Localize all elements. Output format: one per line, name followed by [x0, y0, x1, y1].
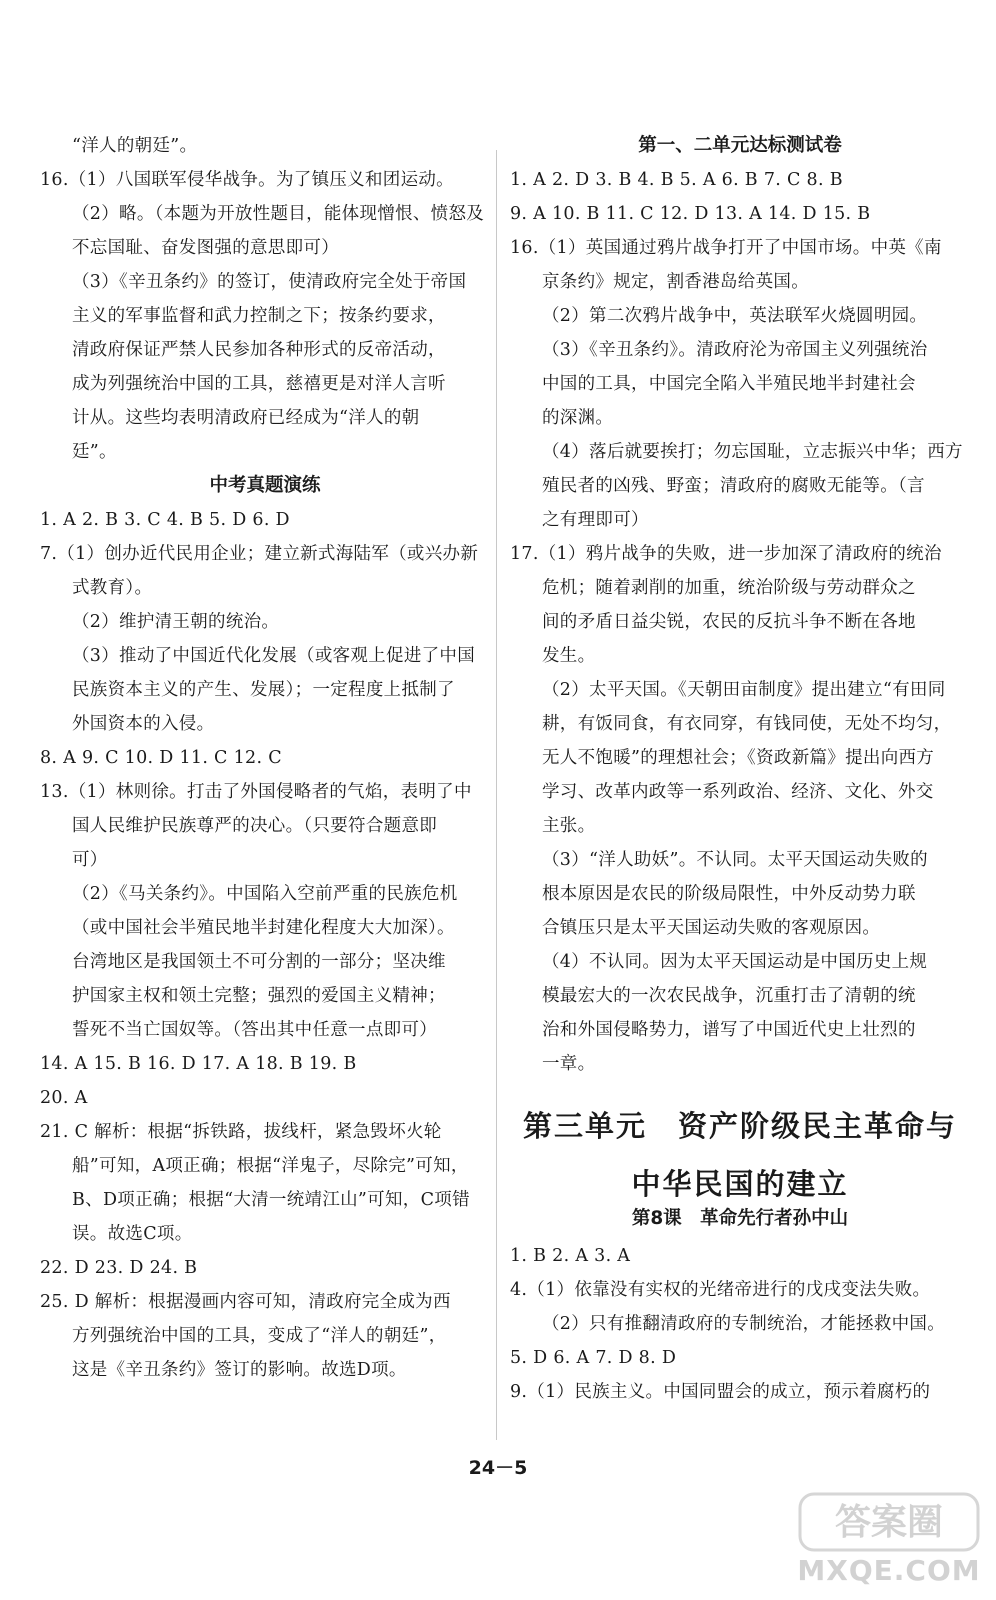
answer-line: 1. B 2. A 3. A: [510, 1246, 631, 1266]
watermark-logo: [794, 1488, 984, 1592]
answer-line: 台湾地区是我国领土不可分割的一部分；坚决维: [72, 952, 446, 972]
answer-line: 船”可知，A项正确；根据“洋鬼子，尽除完”可知，: [72, 1156, 469, 1176]
answer-line: 危机；随着剥削的加重，统治阶级与劳动群众之: [542, 578, 916, 598]
answer-line: 17.（1）鸦片战争的失败，进一步加深了清政府的统治: [510, 544, 942, 564]
answer-line: 20. A: [40, 1088, 88, 1108]
answer-line: （3）“洋人助妖”。不认同。太平天国运动失败的: [542, 850, 928, 870]
section-heading: 第8课 革命先行者孙中山: [631, 1208, 849, 1229]
answer-line: 一章。: [542, 1054, 596, 1074]
answer-line: （2）第二次鸦片战争中，英法联军火烧圆明园。: [542, 306, 928, 326]
answer-line: 廷”。: [72, 442, 117, 462]
answer-line: 8. A 9. C 10. D 11. C 12. C: [40, 748, 282, 768]
watermark-logo-icon: [794, 1488, 984, 1592]
answer-line: 14. A 15. B 16. D 17. A 18. B 19. B: [40, 1054, 357, 1074]
answer-line: 25. D 解析：根据漫画内容可知，清政府完全成为西: [40, 1292, 451, 1312]
answer-line: 的深渊。: [542, 408, 614, 428]
answer-line: 模最宏大的一次农民战争，沉重打击了清朝的统: [542, 986, 916, 1006]
answer-line: （3）《辛丑条约》的签订，使清政府完全处于帝国: [72, 272, 467, 292]
answer-line: （2）太平天国。《天朝田亩制度》提出建立“有田同: [542, 680, 946, 700]
answer-line: 学习、改革内政等一系列政治、经济、文化、外交: [542, 782, 934, 802]
column-divider: [496, 150, 497, 1440]
answer-line: 发生。: [542, 646, 596, 666]
answer-line: 22. D 23. D 24. B: [40, 1258, 198, 1278]
answer-line: B、D项正确；根据“大清一统靖江山”可知，C项错: [72, 1190, 470, 1210]
answer-line: 耕，有饭同食，有衣同穿，有钱同使，无处不均匀，: [542, 714, 952, 734]
answer-line: 民族资本主义的产生、发展）；一定程度上抵制了: [72, 680, 455, 700]
page-number: 24－5: [468, 1457, 528, 1479]
answer-line: 不忘国耻、奋发图强的意思即可）: [72, 238, 339, 258]
section-heading: 第一、二单元达标测试卷: [638, 135, 842, 156]
answer-line: 国人民维护民族尊严的决心。（只要符合题意即: [72, 816, 438, 836]
answer-line: 护国家主权和领土完整；强烈的爱国主义精神；: [72, 986, 446, 1006]
answer-line: 这是《辛丑条约》签订的影响。故选D项。: [72, 1360, 407, 1380]
answer-line: （2）略。（本题为开放性题目，能体现憎恨、愤怒及: [72, 204, 485, 224]
answer-line: “洋人的朝廷”。: [72, 136, 198, 156]
answer-line: 誓死不当亡国奴等。（答出其中任意一点即可）: [72, 1020, 438, 1040]
answer-line: 13.（1）林则徐。打击了外国侵略者的气焰，表明了中: [40, 782, 472, 802]
answer-line: （2）维护清王朝的统治。: [72, 612, 280, 632]
section-heading: 中华民国的建立: [631, 1167, 849, 1201]
answer-line: 误。故选C项。: [72, 1224, 193, 1244]
answer-line: 京条约》规定，割香港岛给英国。: [542, 272, 809, 292]
watermark-top: 答案圈: [834, 1502, 944, 1543]
answer-line: 无人不饱暖”的理想社会；《资政新篇》提出向西方: [542, 748, 935, 768]
answer-line: 4.（1）依靠没有实权的光绪帝进行的戊戌变法失败。: [510, 1280, 931, 1300]
answer-line: 方列强统治中国的工具，变成了“洋人的朝廷”，: [72, 1326, 447, 1346]
section-heading: 中考真题演练: [209, 475, 321, 496]
answer-line: 根本原因是农民的阶级局限性，中外反动势力联: [542, 884, 916, 904]
answer-line: 成为列强统治中国的工具，慈禧更是对洋人言听: [72, 374, 446, 394]
answer-line: （2）只有推翻清政府的专制统治，才能拯救中国。: [542, 1314, 946, 1334]
answer-line: 之有理即可）: [542, 510, 649, 530]
answer-line: 16.（1）八国联军侵华战争。为了镇压义和团运动。: [40, 170, 454, 190]
answer-line: 式教育）。: [72, 578, 153, 598]
answer-line: 治和外国侵略势力，谱写了中国近代史上壮烈的: [542, 1020, 916, 1040]
answer-line: （3）推动了中国近代化发展（或客观上促进了中国: [72, 646, 476, 666]
answer-line: 可）: [72, 850, 108, 870]
answer-line: 5. D 6. A 7. D 8. D: [510, 1348, 677, 1368]
answer-line: （2）《马关条约》。中国陷入空前严重的民族危机: [72, 884, 458, 904]
answer-line: （3）《辛丑条约》。清政府沦为帝国主义列强统治: [542, 340, 928, 360]
section-heading: 第三单元 资产阶级民主革命与: [522, 1109, 957, 1143]
answer-line: 主张。: [542, 816, 596, 836]
answer-line: 1. A 2. D 3. B 4. B 5. A 6. B 7. C 8. B: [510, 170, 843, 190]
answer-line: 合镇压只是太平天国运动失败的客观原因。: [542, 918, 881, 938]
answer-line: 殖民者的凶残、野蛮；清政府的腐败无能等。（言: [542, 476, 925, 496]
answer-line: 中国的工具，中国完全陷入半殖民地半封建社会: [542, 374, 916, 394]
answer-line: 9.（1）民族主义。中国同盟会的成立，预示着腐朽的: [510, 1382, 931, 1402]
answer-line: 21. C 解析：根据“拆铁路，拔线杆，紧急毁坏火轮: [40, 1122, 442, 1142]
answer-line: 间的矛盾日益尖锐，农民的反抗斗争不断在各地: [542, 612, 916, 632]
answer-line: （或中国社会半殖民地半封建化程度大大加深）。: [72, 918, 455, 938]
answer-line: 主义的军事监督和武力控制之下；按条约要求，: [72, 306, 446, 326]
answer-line: 16.（1）英国通过鸦片战争打开了中国市场。中英《南: [510, 238, 942, 258]
answer-line: 清政府保证严禁人民参加各种形式的反帝活动，: [72, 340, 446, 360]
answer-line: 外国资本的入侵。: [72, 714, 215, 734]
answer-line: （4）落后就要挨打；勿忘国耻，立志振兴中华；西方: [542, 442, 963, 462]
answer-line: 计从。这些均表明清政府已经成为“洋人的朝: [72, 408, 420, 428]
answer-line: （4）不认同。因为太平天国运动是中国历史上规: [542, 952, 928, 972]
answer-line: 1. A 2. B 3. C 4. B 5. D 6. D: [40, 510, 290, 530]
answer-line: 7.（1）创办近代民用企业；建立新式海陆军（或兴办新: [40, 544, 479, 564]
watermark-bottom: MXQE.COM: [797, 1554, 981, 1587]
answer-line: 9. A 10. B 11. C 12. D 13. A 14. D 15. B: [510, 204, 871, 224]
